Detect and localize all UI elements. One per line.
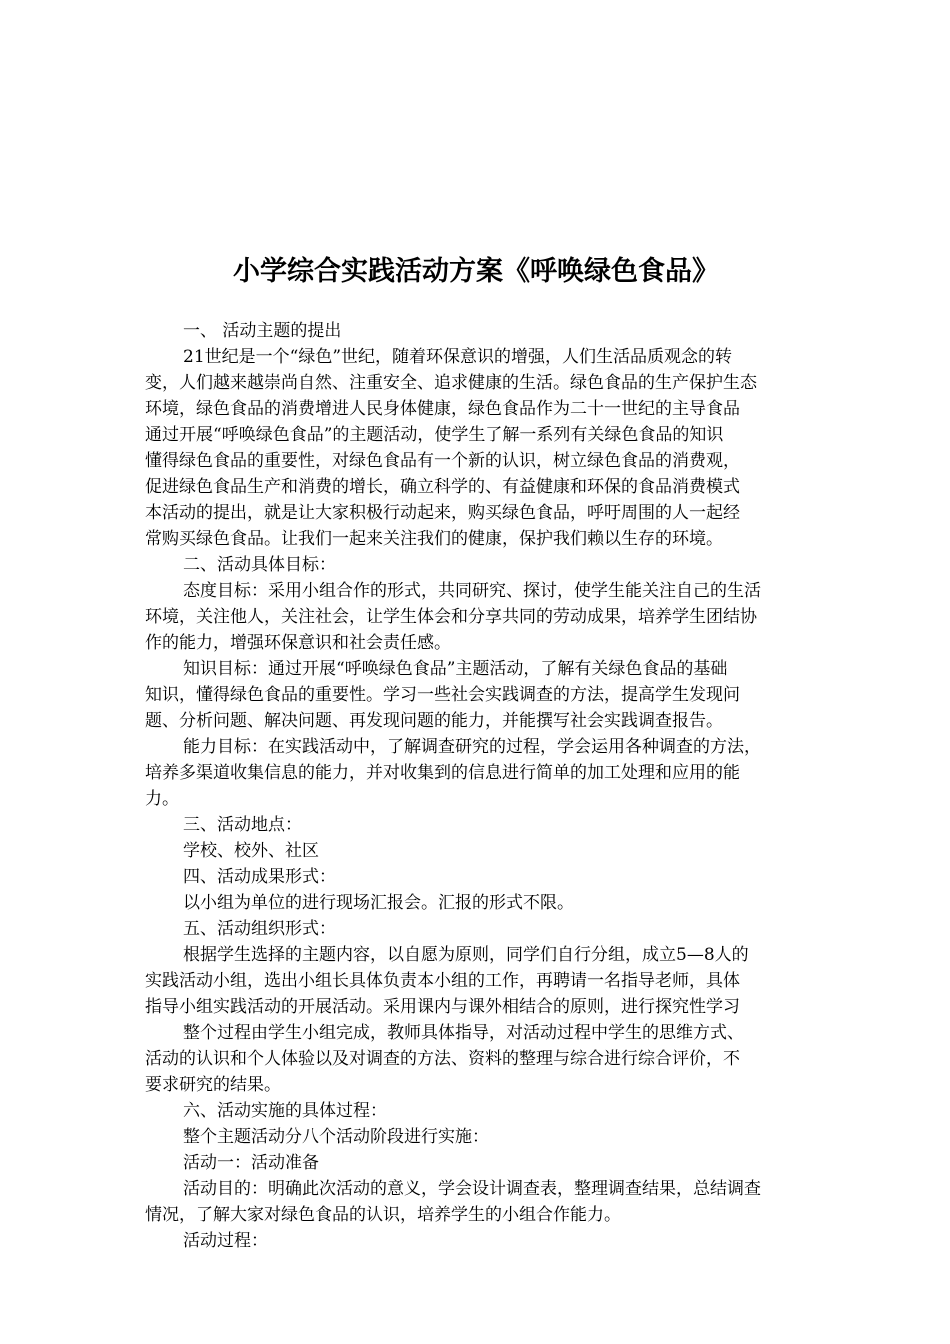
document-line: 情况，了解大家对绿色食品的认识，培养学生的小组合作能力。 [145, 1205, 621, 1225]
document-line: 21世纪是一个“绿色”世纪，随着环保意识的增强，人们生活品质观念的转 [183, 347, 733, 367]
document-line: 题、分析问题、解决问题、再发现问题的能力，并能撰写社会实践调查报告。 [145, 711, 723, 731]
document-line: 培养多渠道收集信息的能力，并对收集到的信息进行简单的加工处理和应用的能 [145, 763, 740, 783]
document-line: 知识，懂得绿色食品的重要性。学习一些社会实践调查的方法，提高学生发现问 [145, 685, 740, 705]
document-line: 整个主题活动分八个活动阶段进行实施： [183, 1127, 489, 1147]
document-line: 懂得绿色食品的重要性，对绿色食品有一个新的认识，树立绿色食品的消费观， [145, 451, 740, 471]
document-line: 学校、校外、社区 [183, 841, 319, 861]
document-line: 环境，绿色食品的消费增进人民身体健康，绿色食品作为二十一世纪的主导食品 [145, 399, 740, 419]
document-body [145, 318, 807, 1254]
document-line: 活动一：活动准备 [183, 1153, 319, 1173]
document-title: 小学综合实践活动方案《呼唤绿色食品》 [233, 256, 719, 287]
document-line: 三、活动地点： [183, 815, 302, 835]
document-line: 环境，关注他人，关注社会，让学生体会和分享共同的劳动成果，培养学生团结协 [145, 607, 757, 627]
document-line: 知识目标：通过开展“呼唤绿色食品”主题活动，了解有关绿色食品的基础 [183, 659, 728, 679]
document-line: 活动过程： [183, 1231, 268, 1251]
document-line: 实践活动小组，选出小组长具体负责本小组的工作，再聘请一名指导老师，具体 [145, 971, 740, 991]
document-line: 根据学生选择的主题内容，以自愿为原则，同学们自行分组，成立5—8人的 [183, 945, 749, 965]
document-line: 变，人们越来越崇尚自然、注重安全、追求健康的生活。绿色食品的生产保护生态 [145, 373, 757, 393]
document-line: 四、活动成果形式： [183, 867, 336, 887]
document-line: 二、活动具体目标： [183, 555, 336, 575]
document-line: 指导小组实践活动的开展活动。采用课内与课外相结合的原则，进行探究性学习 [145, 997, 740, 1017]
document-line: 能力目标：在实践活动中，了解调查研究的过程，学会运用各种调查的方法， [183, 737, 761, 757]
document-line: 通过开展“呼唤绿色食品”的主题活动，使学生了解一系列有关绿色食品的知识 [145, 425, 724, 445]
document-line: 态度目标：采用小组合作的形式，共同研究、探讨，使学生能关注自己的生活 [183, 581, 761, 601]
document-line: 力。 [145, 789, 179, 809]
document-line: 活动目的：明确此次活动的意义，学会设计调查表，整理调查结果，总结调查 [183, 1179, 761, 1199]
document-line: 一、 活动主题的提出 [183, 321, 342, 341]
document-line: 五、活动组织形式： [183, 919, 336, 939]
document-line: 要求研究的结果。 [145, 1075, 281, 1095]
document-line: 活动的认识和个人体验以及对调查的方法、资料的整理与综合进行综合评价，不 [145, 1049, 740, 1069]
document-line: 常购买绿色食品。让我们一起来关注我们的健康，保护我们赖以生存的环境。 [145, 529, 723, 549]
document-line: 作的能力，增强环保意识和社会责任感。 [145, 633, 451, 653]
document-line: 六、活动实施的具体过程： [183, 1101, 387, 1121]
document-line: 本活动的提出，就是让大家积极行动起来，购买绿色食品，呼吁周围的人一起经 [145, 503, 740, 523]
document-line: 以小组为单位的进行现场汇报会。汇报的形式不限。 [183, 893, 574, 913]
document-line: 促进绿色食品生产和消费的增长，确立科学的、有益健康和环保的食品消费模式 [145, 477, 740, 497]
document-line: 整个过程由学生小组完成，教师具体指导，对活动过程中学生的思维方式、 [183, 1023, 744, 1043]
